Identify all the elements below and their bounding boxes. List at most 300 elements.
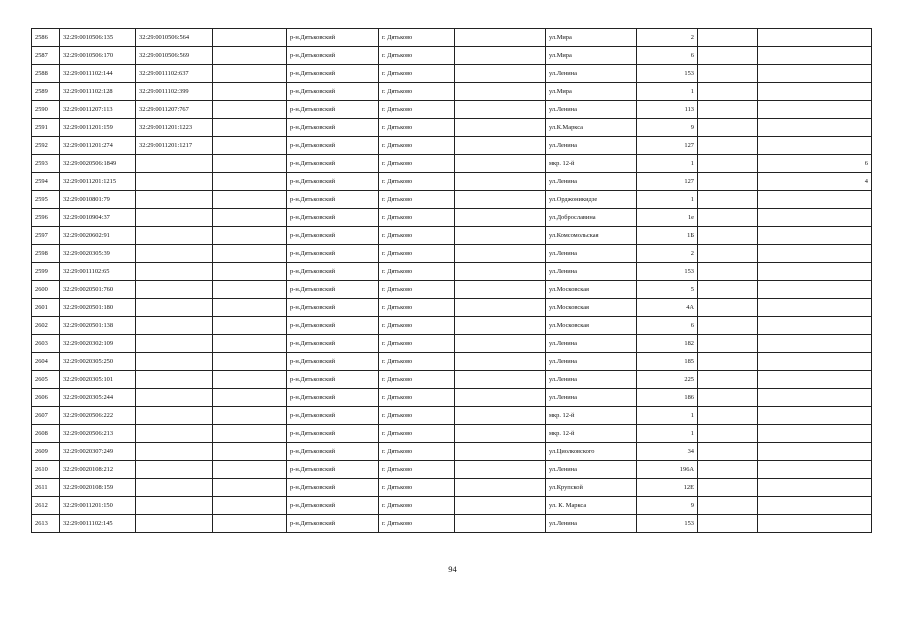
cell-blank-column [213,515,287,533]
cell-city: г. Дятьково [379,191,455,209]
cell-row-number: 2589 [32,83,60,101]
cell-extra-value [758,83,872,101]
cell-street: ул.Крупской [546,479,637,497]
cell-blank-column-3 [698,65,758,83]
cell-parent-cadastral-number: 32:29:0011201:1223 [136,119,213,137]
cell-street: мкр. 12-й [546,425,637,443]
cell-row-number: 2600 [32,281,60,299]
cell-parent-cadastral-number [136,173,213,191]
table-row [32,443,872,461]
cell-cadastral-number: 32:29:0020108:159 [60,479,136,497]
registry-table [31,28,872,533]
cell-street: ул.Ленина [546,263,637,281]
cell-house-number: 12Е [637,479,698,497]
table-row [32,47,872,65]
cell-row-number: 2593 [32,155,60,173]
cell-house-number: 6 [637,47,698,65]
table-row [32,209,872,227]
cell-blank-column [213,317,287,335]
cell-blank-column-3 [698,47,758,65]
cell-extra-value: 4 [758,173,872,191]
cell-blank-column-2 [455,173,546,191]
cell-parent-cadastral-number [136,497,213,515]
cell-cadastral-number: 32:29:0010801:79 [60,191,136,209]
cell-district: р-н.Дятьковский [287,245,379,263]
cell-house-number: 153 [637,263,698,281]
cell-district: р-н.Дятьковский [287,209,379,227]
cell-city: г. Дятьково [379,29,455,47]
cell-house-number: 196А [637,461,698,479]
cell-city: г. Дятьково [379,119,455,137]
cell-district: р-н.Дятьковский [287,335,379,353]
cell-cadastral-number: 32:29:0010506:135 [60,29,136,47]
table-row [32,317,872,335]
cell-extra-value [758,335,872,353]
cell-street: ул.Ленина [546,515,637,533]
cell-parent-cadastral-number [136,425,213,443]
cell-city: г. Дятьково [379,425,455,443]
cell-district: р-н.Дятьковский [287,281,379,299]
cell-city: г. Дятьково [379,497,455,515]
cell-cadastral-number: 32:29:0020305:244 [60,389,136,407]
cell-row-number: 2595 [32,191,60,209]
cell-parent-cadastral-number [136,317,213,335]
cell-extra-value [758,281,872,299]
cell-row-number: 2597 [32,227,60,245]
cell-district: р-н.Дятьковский [287,317,379,335]
cell-city: г. Дятьково [379,245,455,263]
cell-blank-column-2 [455,101,546,119]
cell-parent-cadastral-number [136,281,213,299]
cell-row-number: 2608 [32,425,60,443]
cell-blank-column-3 [698,227,758,245]
cell-extra-value [758,497,872,515]
cell-cadastral-number: 32:29:0011102:144 [60,65,136,83]
table-row [32,353,872,371]
cell-district: р-н.Дятьковский [287,83,379,101]
cell-row-number: 2611 [32,479,60,497]
cell-blank-column [213,245,287,263]
cell-blank-column [213,299,287,317]
cell-street: ул.Ленина [546,137,637,155]
cell-city: г. Дятьково [379,47,455,65]
cell-house-number: 2 [637,29,698,47]
cell-district: р-н.Дятьковский [287,155,379,173]
cell-cadastral-number: 32:29:0011102:65 [60,263,136,281]
cell-blank-column-3 [698,389,758,407]
cell-house-number: 185 [637,353,698,371]
cell-district: р-н.Дятьковский [287,299,379,317]
cell-blank-column-2 [455,29,546,47]
cell-cadastral-number: 32:29:0020501:760 [60,281,136,299]
cell-house-number: 113 [637,101,698,119]
cell-parent-cadastral-number [136,245,213,263]
table-row [32,299,872,317]
cell-cadastral-number: 32:29:0020602:91 [60,227,136,245]
cell-blank-column [213,497,287,515]
cell-blank-column [213,353,287,371]
cell-street: ул.Циолковского [546,443,637,461]
cell-street: ул.Ленина [546,173,637,191]
cell-district: р-н.Дятьковский [287,191,379,209]
cell-blank-column-2 [455,335,546,353]
cell-house-number: 127 [637,137,698,155]
table-row [32,65,872,83]
cell-house-number: 225 [637,371,698,389]
table-row [32,281,872,299]
cell-cadastral-number: 32:29:0020506:222 [60,407,136,425]
cell-blank-column-2 [455,407,546,425]
cell-blank-column [213,65,287,83]
cell-street: ул.Ленина [546,101,637,119]
cell-blank-column-3 [698,83,758,101]
cell-blank-column-2 [455,119,546,137]
cell-house-number: 1 [637,407,698,425]
cell-extra-value [758,353,872,371]
cell-blank-column-2 [455,515,546,533]
table-row [32,29,872,47]
cell-blank-column [213,389,287,407]
cell-city: г. Дятьково [379,101,455,119]
cell-blank-column [213,407,287,425]
cell-district: р-н.Дятьковский [287,479,379,497]
cell-blank-column-2 [455,389,546,407]
cell-row-number: 2598 [32,245,60,263]
cell-blank-column-2 [455,281,546,299]
cell-district: р-н.Дятьковский [287,515,379,533]
cell-blank-column-2 [455,263,546,281]
cell-district: р-н.Дятьковский [287,227,379,245]
cell-row-number: 2588 [32,65,60,83]
cell-row-number: 2613 [32,515,60,533]
cell-house-number: 1 [637,155,698,173]
cell-blank-column-2 [455,137,546,155]
cell-blank-column [213,335,287,353]
cell-parent-cadastral-number [136,209,213,227]
cell-street: ул.Доброславина [546,209,637,227]
cell-district: р-н.Дятьковский [287,371,379,389]
cell-blank-column [213,119,287,137]
cell-blank-column-3 [698,29,758,47]
cell-house-number: 153 [637,515,698,533]
cell-city: г. Дятьково [379,155,455,173]
cell-blank-column-3 [698,317,758,335]
cell-blank-column-3 [698,101,758,119]
cell-blank-column-3 [698,425,758,443]
cell-row-number: 2590 [32,101,60,119]
cell-city: г. Дятьково [379,317,455,335]
cell-blank-column-2 [455,371,546,389]
cell-city: г. Дятьково [379,281,455,299]
cell-city: г. Дятьково [379,443,455,461]
cell-city: г. Дятьково [379,209,455,227]
cell-district: р-н.Дятьковский [287,65,379,83]
cell-street: ул.Мира [546,83,637,101]
cell-cadastral-number: 32:29:0011201:150 [60,497,136,515]
cell-extra-value [758,47,872,65]
cell-extra-value [758,191,872,209]
cell-blank-column-2 [455,191,546,209]
cell-extra-value [758,263,872,281]
cell-cadastral-number: 32:29:0020501:180 [60,299,136,317]
cell-blank-column [213,29,287,47]
table-row [32,479,872,497]
cell-blank-column [213,371,287,389]
cell-extra-value [758,209,872,227]
cell-city: г. Дятьково [379,65,455,83]
cell-row-number: 2601 [32,299,60,317]
cell-blank-column [213,83,287,101]
cell-row-number: 2594 [32,173,60,191]
cell-street: ул.Ленина [546,65,637,83]
cell-row-number: 2606 [32,389,60,407]
cell-blank-column [213,47,287,65]
table-row [32,227,872,245]
cell-row-number: 2604 [32,353,60,371]
cell-street: ул.Ленина [546,461,637,479]
cell-extra-value [758,101,872,119]
cell-city: г. Дятьково [379,299,455,317]
cell-city: г. Дятьково [379,389,455,407]
cell-cadastral-number: 32:29:0011201:274 [60,137,136,155]
cell-cadastral-number: 32:29:0020501:138 [60,317,136,335]
cell-blank-column-3 [698,461,758,479]
cell-blank-column-3 [698,173,758,191]
cell-city: г. Дятьково [379,515,455,533]
cell-extra-value [758,479,872,497]
table-row [32,407,872,425]
cell-district: р-н.Дятьковский [287,101,379,119]
cell-cadastral-number: 32:29:0011201:1215 [60,173,136,191]
cell-city: г. Дятьково [379,83,455,101]
cell-house-number: 4А [637,299,698,317]
cell-row-number: 2596 [32,209,60,227]
cell-blank-column [213,209,287,227]
cell-house-number: 153 [637,65,698,83]
cell-extra-value [758,407,872,425]
cell-street: ул.Ленина [546,353,637,371]
cell-blank-column [213,137,287,155]
cell-district: р-н.Дятьковский [287,353,379,371]
cell-district: р-н.Дятьковский [287,425,379,443]
cell-parent-cadastral-number [136,479,213,497]
cell-extra-value [758,227,872,245]
cell-extra-value [758,371,872,389]
cell-house-number: 1Б [637,227,698,245]
cell-extra-value [758,119,872,137]
cell-blank-column-3 [698,155,758,173]
table-row [32,263,872,281]
cell-district: р-н.Дятьковский [287,497,379,515]
cell-cadastral-number: 32:29:0020506:213 [60,425,136,443]
cell-blank-column-3 [698,479,758,497]
cell-blank-column-2 [455,155,546,173]
cell-blank-column-2 [455,83,546,101]
cell-extra-value [758,389,872,407]
cell-row-number: 2586 [32,29,60,47]
table-row [32,155,872,173]
cell-parent-cadastral-number [136,227,213,245]
cell-blank-column [213,479,287,497]
cell-blank-column [213,191,287,209]
table-row [32,101,872,119]
cell-street: ул.Московская [546,317,637,335]
table-row [32,497,872,515]
cell-house-number: 2 [637,245,698,263]
cell-parent-cadastral-number [136,407,213,425]
cell-city: г. Дятьково [379,479,455,497]
cell-blank-column-2 [455,209,546,227]
cell-house-number: 9 [637,119,698,137]
cell-street: ул.К.Маркса [546,119,637,137]
cell-district: р-н.Дятьковский [287,173,379,191]
cell-blank-column-3 [698,299,758,317]
cell-district: р-н.Дятьковский [287,263,379,281]
cell-extra-value [758,317,872,335]
cell-house-number: 1 [637,83,698,101]
cell-cadastral-number: 32:29:0020305:101 [60,371,136,389]
cell-street: мкр. 12-й [546,407,637,425]
cell-parent-cadastral-number [136,389,213,407]
cell-district: р-н.Дятьковский [287,119,379,137]
cell-city: г. Дятьково [379,353,455,371]
cell-blank-column [213,281,287,299]
cell-parent-cadastral-number: 32:29:0010506:564 [136,29,213,47]
cell-blank-column-3 [698,443,758,461]
cell-house-number: 1е [637,209,698,227]
cell-cadastral-number: 32:29:0010904:37 [60,209,136,227]
cell-city: г. Дятьково [379,407,455,425]
cell-cadastral-number: 32:29:0020108:212 [60,461,136,479]
cell-blank-column [213,443,287,461]
cell-house-number: 182 [637,335,698,353]
cell-row-number: 2587 [32,47,60,65]
cell-blank-column [213,101,287,119]
cell-blank-column-3 [698,353,758,371]
cell-blank-column-2 [455,299,546,317]
cell-blank-column-2 [455,65,546,83]
cell-extra-value [758,515,872,533]
cell-blank-column-3 [698,335,758,353]
cell-extra-value: 6 [758,155,872,173]
cell-parent-cadastral-number: 32:29:0011207:767 [136,101,213,119]
cell-blank-column-3 [698,137,758,155]
table-row [32,245,872,263]
cell-blank-column-3 [698,281,758,299]
cell-parent-cadastral-number [136,371,213,389]
cell-blank-column-2 [455,245,546,263]
cell-street: ул.Московская [546,281,637,299]
cell-cadastral-number: 32:29:0020302:109 [60,335,136,353]
cell-extra-value [758,443,872,461]
table-row [32,461,872,479]
cell-cadastral-number: 32:29:0010506:170 [60,47,136,65]
cell-parent-cadastral-number [136,263,213,281]
cell-parent-cadastral-number [136,461,213,479]
cell-parent-cadastral-number [136,335,213,353]
cell-blank-column [213,173,287,191]
cell-blank-column-3 [698,245,758,263]
cell-district: р-н.Дятьковский [287,389,379,407]
cell-blank-column-3 [698,407,758,425]
table-row [32,371,872,389]
cell-parent-cadastral-number [136,515,213,533]
cell-blank-column-3 [698,515,758,533]
table-row [32,83,872,101]
cell-blank-column [213,461,287,479]
cell-city: г. Дятьково [379,263,455,281]
page-number: 94 [448,564,457,574]
cell-street: ул.Ленина [546,335,637,353]
cell-row-number: 2602 [32,317,60,335]
cell-street: ул.Ленина [546,389,637,407]
cell-city: г. Дятьково [379,335,455,353]
table-row [32,335,872,353]
cell-row-number: 2612 [32,497,60,515]
cell-blank-column-3 [698,263,758,281]
cell-parent-cadastral-number: 32:29:0011102:637 [136,65,213,83]
cell-district: р-н.Дятьковский [287,443,379,461]
table-row [32,515,872,533]
cell-blank-column-3 [698,497,758,515]
cell-house-number: 1 [637,191,698,209]
cell-extra-value [758,461,872,479]
cell-street: мкр. 12-й [546,155,637,173]
cell-blank-column-3 [698,209,758,227]
cell-extra-value [758,299,872,317]
cell-blank-column-3 [698,119,758,137]
cell-parent-cadastral-number [136,299,213,317]
cell-blank-column [213,263,287,281]
cell-row-number: 2607 [32,407,60,425]
cell-blank-column-2 [455,353,546,371]
cell-parent-cadastral-number [136,155,213,173]
cell-street: ул.Орджоникидзе [546,191,637,209]
cell-cadastral-number: 32:29:0011102:128 [60,83,136,101]
cell-blank-column-3 [698,371,758,389]
cell-city: г. Дятьково [379,137,455,155]
cell-city: г. Дятьково [379,461,455,479]
cell-city: г. Дятьково [379,173,455,191]
cell-parent-cadastral-number [136,191,213,209]
cell-blank-column [213,227,287,245]
cell-house-number: 9 [637,497,698,515]
cell-row-number: 2591 [32,119,60,137]
table-row [32,389,872,407]
cell-district: р-н.Дятьковский [287,137,379,155]
cell-blank-column-2 [455,443,546,461]
cell-street: ул.Мира [546,29,637,47]
cell-cadastral-number: 32:29:0020305:39 [60,245,136,263]
cell-house-number: 34 [637,443,698,461]
cell-district: р-н.Дятьковский [287,461,379,479]
cell-blank-column-2 [455,425,546,443]
cell-city: г. Дятьково [379,371,455,389]
cell-row-number: 2599 [32,263,60,281]
cell-extra-value [758,65,872,83]
cell-district: р-н.Дятьковский [287,407,379,425]
cell-blank-column-2 [455,461,546,479]
cell-house-number: 127 [637,173,698,191]
cell-blank-column-2 [455,227,546,245]
cell-cadastral-number: 32:29:0020506:1849 [60,155,136,173]
cell-parent-cadastral-number: 32:29:0011102:399 [136,83,213,101]
cell-extra-value [758,137,872,155]
cell-blank-column-2 [455,47,546,65]
cell-cadastral-number: 32:29:0011102:145 [60,515,136,533]
cell-extra-value [758,29,872,47]
cell-house-number: 6 [637,317,698,335]
